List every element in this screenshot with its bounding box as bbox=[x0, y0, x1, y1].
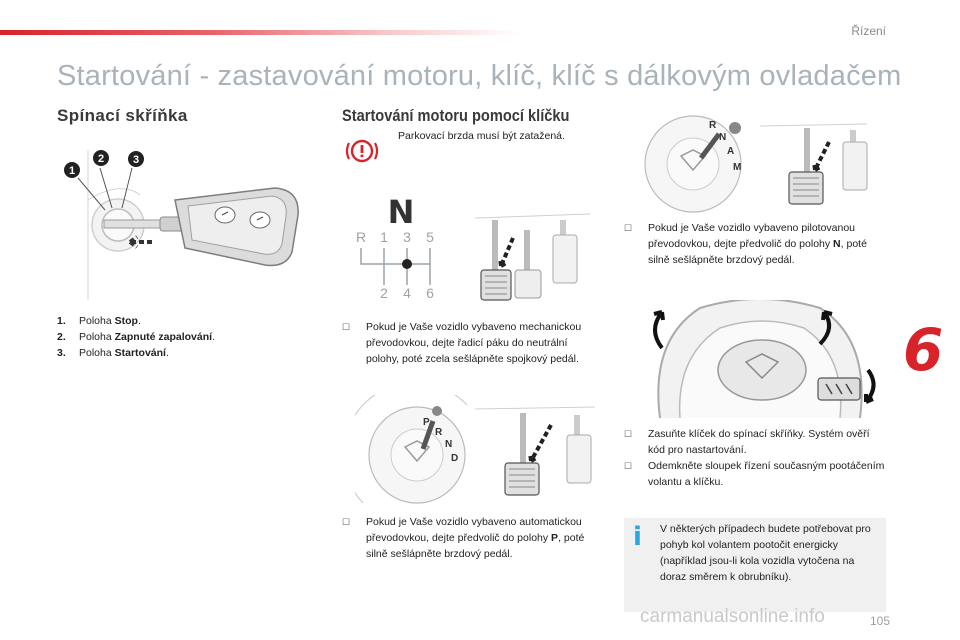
svg-text:P: P bbox=[423, 417, 430, 428]
bullet-checkbox-icon: ☐ bbox=[342, 517, 351, 527]
svg-text:1: 1 bbox=[380, 229, 388, 245]
bullet-checkbox-icon: ☐ bbox=[624, 429, 633, 439]
automatic-gearbox-illustration bbox=[355, 395, 600, 505]
page-title: Startování - zastavování motoru, klíč, klíč s dálkovým ovladačem bbox=[57, 60, 902, 92]
bullet-checkbox-icon: ☐ bbox=[624, 461, 633, 471]
position-item: 3. Poloha Startování. bbox=[57, 347, 169, 359]
header-accent-bar bbox=[0, 30, 520, 35]
svg-text:1: 1 bbox=[68, 165, 76, 177]
svg-text:A: A bbox=[727, 146, 735, 157]
svg-text:5: 5 bbox=[426, 229, 434, 245]
pilot-gearbox-illustration bbox=[635, 112, 870, 220]
callout-1 bbox=[64, 162, 80, 178]
instruction-pilot-gearbox: ☐ Pokud je Vaše vozidlo vybaveno pilotovanou převodovkou, dejte předvolič do polohy N, poté silně sešlápněte brzdový pedál. bbox=[624, 222, 867, 266]
svg-text:D: D bbox=[451, 453, 459, 464]
svg-text:2: 2 bbox=[380, 285, 388, 301]
ignition-key-illustration bbox=[60, 140, 315, 300]
svg-text:3: 3 bbox=[132, 154, 140, 166]
section-title-starting: Startování motoru pomocí klíčku bbox=[342, 106, 570, 125]
gear-n-letter: N bbox=[387, 193, 415, 231]
svg-text:R: R bbox=[355, 229, 367, 245]
chapter-label: Řízení bbox=[851, 24, 886, 38]
watermark: carmanualsonline.info bbox=[640, 606, 825, 627]
svg-text:R: R bbox=[709, 120, 717, 131]
info-box bbox=[624, 518, 886, 612]
instruction-insert-key: ☐ Zasuňte klíček do spínací skříňky. Systém ověří kód pro nastartování. bbox=[624, 428, 870, 456]
position-item: 2. Poloha Zapnuté zapalování. bbox=[57, 331, 215, 343]
svg-text:N: N bbox=[445, 439, 453, 450]
info-text: V některých případech budete potřebovat pro pohyb kol volantem pootočit energicky (například jsou-li kola vozidla vytočena na doraz směrem k obrubníku). bbox=[660, 523, 871, 583]
ignition-positions-list bbox=[57, 313, 215, 361]
section-title-ignition: Spínací skříňka bbox=[57, 106, 188, 125]
page-number: 105 bbox=[869, 614, 890, 628]
svg-text:4: 4 bbox=[403, 285, 411, 301]
instruction-unlock-steering: ☐ Odemkněte sloupek řízení současným pootáčením volantu a klíčku. bbox=[624, 460, 885, 488]
warning-icon bbox=[345, 138, 379, 169]
svg-text:R: R bbox=[435, 427, 443, 438]
manual-gearbox-illustration bbox=[345, 190, 595, 308]
warning-text: Parkovací brzda musí být zatažená. bbox=[398, 130, 565, 142]
position-item: 1. Poloha Stop. bbox=[57, 315, 141, 327]
instruction-automatic-gearbox: ☐ Pokud je Vaše vozidlo vybaveno automatickou převodovkou, dejte předvolič do polohy P, poté silně sešlápněte brzdový pedál. bbox=[342, 516, 585, 560]
steering-wheel-illustration bbox=[640, 300, 885, 418]
instruction-manual-gearbox: ☐ Pokud je Vaše vozidlo vybaveno mechanickou převodovkou, dejte řadicí páku do neutrální polohy, poté zcela sešlápněte spojkový pedál. bbox=[342, 321, 582, 365]
svg-text:3: 3 bbox=[403, 229, 411, 245]
svg-text:M: M bbox=[733, 162, 742, 173]
svg-text:2: 2 bbox=[97, 153, 105, 165]
chapter-number: 6 bbox=[903, 316, 944, 384]
svg-text:6: 6 bbox=[426, 285, 434, 301]
callout-2 bbox=[93, 150, 109, 166]
bullet-checkbox-icon: ☐ bbox=[624, 223, 633, 233]
svg-text:N: N bbox=[719, 132, 727, 143]
bullet-checkbox-icon: ☐ bbox=[342, 322, 351, 332]
info-icon: i bbox=[633, 522, 642, 552]
callout-3 bbox=[128, 151, 144, 167]
